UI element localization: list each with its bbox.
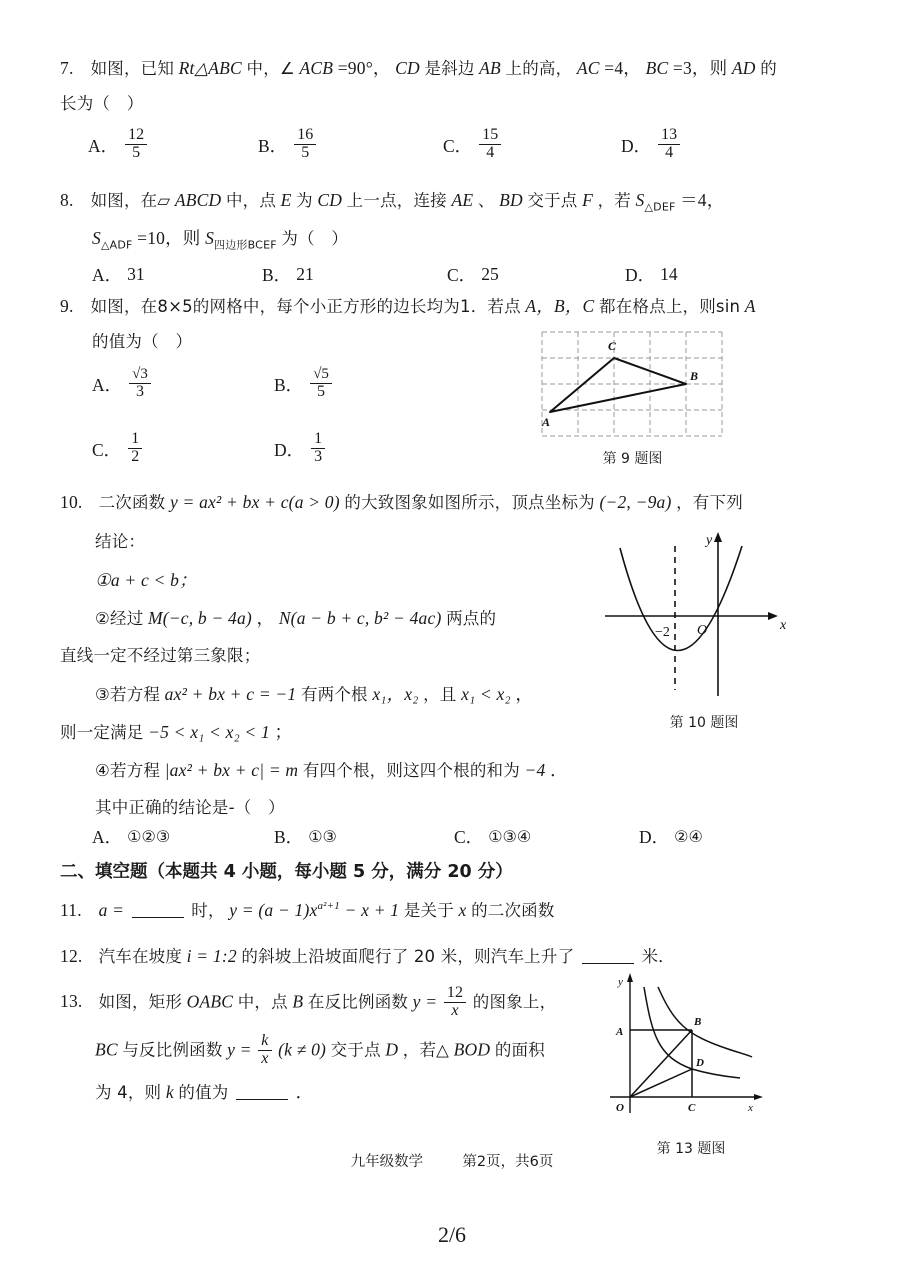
q7-text-o: 的 — [760, 59, 777, 78]
q7-text-e: =90°， — [337, 58, 391, 78]
option-8-d[interactable] — [625, 262, 678, 287]
question-10-conclusion-3 — [95, 684, 533, 706]
q10-concl3-b: 有两个根 — [300, 685, 368, 704]
q9-text-a: 如图，在8×5的网格中，每个小正方形的边长均为1．若点 — [90, 297, 521, 316]
question-9-figure — [540, 330, 725, 468]
question-9-options-row-1 — [92, 368, 334, 402]
q11-tail: 是关于 — [403, 901, 454, 920]
q10-concl2-b: 两点的 — [446, 609, 497, 628]
q10-concl2-comma: ， — [256, 608, 275, 628]
q13-answer-blank[interactable] — [236, 1085, 288, 1100]
option-7-a-value: $\frac{12}{5}$ — [125, 127, 147, 162]
question-10-conclusion-1 — [95, 570, 197, 592]
question-13-figure — [600, 965, 800, 1158]
q10-concl4-a: ④若方程 — [95, 761, 161, 780]
q11-mid: 时， — [191, 901, 225, 920]
q11-var: x — [458, 900, 467, 920]
option-9-a-value: $\frac{√3}{3}$ — [129, 367, 151, 401]
q7-text-b: Rt△ABC — [178, 58, 242, 78]
q7-text-n: AD — [731, 58, 756, 78]
q13-text-g: ，若△ — [402, 1040, 450, 1060]
q13-text-b: 中，点 — [237, 992, 288, 1012]
option-10-c-value: ①③④ — [488, 828, 532, 846]
question-8-line-2 — [92, 228, 348, 252]
page-indicator: 2/6 — [437, 1222, 467, 1247]
q7-text-f: CD — [395, 58, 420, 78]
q11-a-label: a = — [98, 900, 125, 920]
q7-text-i: 上的高， — [505, 59, 573, 78]
q10-vertex: (−2, −9a) — [599, 492, 672, 512]
figure-10-label-x: x — [780, 618, 787, 633]
q13-rect: OABC — [186, 991, 234, 1012]
question-10-figure — [600, 524, 830, 732]
option-10-c-key: C． — [454, 827, 484, 847]
q9-points: A，B，C — [525, 296, 595, 316]
option-8-c-key: C． — [447, 265, 477, 285]
option-9-b-key: B． — [274, 375, 304, 396]
q13-fn2-cond: (k ≠ 0) — [278, 1039, 327, 1060]
q13-fn1-fraction: $\frac{12}{x}$ — [444, 985, 466, 1020]
q8-text-d: E — [280, 190, 292, 210]
q7-text-a: 如图，已知 — [90, 59, 175, 78]
question-9-line-1 — [60, 296, 756, 318]
question-9-options-row-2 — [92, 432, 327, 467]
figure-10-label-y: y — [706, 533, 713, 548]
question-7-line-2: 长为（ ） — [60, 94, 144, 113]
option-7-b-value: $\frac{16}{5}$ — [294, 127, 316, 162]
q13-fn2-lhs: y = — [227, 1039, 252, 1060]
q8-symbol-s1: S — [635, 190, 645, 210]
grid-triangle-diagram — [540, 330, 725, 440]
q8-text-m: ，若 — [597, 191, 631, 210]
q7-text-c: 中，∠ — [246, 59, 295, 78]
question-8-line-1 — [60, 190, 724, 214]
q13-fn2-fraction: $\frac{k}{x}$ — [258, 1033, 271, 1068]
q12-mid: 的斜坡上沿坡面爬行了 20 米，则汽车上升了 — [241, 947, 575, 966]
question-10-prompt: 其中正确的结论是-（ ） — [95, 798, 285, 817]
q8-text-f: CD — [317, 190, 343, 210]
q10-concl2-point-m: M(−c, b − 4a) — [147, 608, 252, 628]
question-9-number: 9. — [60, 296, 74, 316]
q10-formula: y = ax² + bx + c(a > 0) — [169, 492, 340, 512]
q8-subscript-3: 四边形BCEF — [214, 238, 277, 252]
q10-concl2-point-n: N(a − b + c, b² − 4ac) — [278, 608, 442, 628]
q9-var: A — [744, 296, 756, 316]
figure-9-caption: 第 9 题图 — [602, 451, 663, 467]
q9-text-b: 都在格点上，则sin — [599, 297, 741, 316]
q13-triangle: BOD — [453, 1039, 491, 1060]
parabola-diagram — [600, 524, 830, 704]
q10-concl3-roots: x₁，x₂ — [372, 684, 419, 704]
q11-exponent: a²+1 — [317, 900, 341, 913]
figure-10-caption: 第 10 题图 — [669, 715, 739, 731]
page-footer — [0, 1150, 904, 1171]
q10-concl1-text: ①a + c < b； — [95, 570, 197, 590]
option-10-c[interactable] — [454, 824, 639, 849]
q10-text-a: 二次函数 — [98, 493, 166, 512]
hyperbola-rectangle-diagram — [600, 965, 800, 1130]
option-8-d-value: 14 — [660, 264, 678, 284]
q13-text-k: ． — [295, 1082, 314, 1102]
figure-13-label-y: y — [618, 976, 623, 988]
option-7-c-key: C． — [443, 135, 473, 156]
figure-10-label-vertex-x: −2 — [655, 625, 670, 640]
figure-13-label-b: B — [694, 1016, 702, 1028]
option-10-d-key: D． — [639, 827, 670, 847]
q8-text-e: 为 — [296, 191, 313, 210]
q11-formula: y = (a − 1)x — [229, 900, 318, 920]
q13-text-e: 与反比例函数 — [122, 1040, 223, 1060]
q10-concl3-compare: x₁ < x₂ — [461, 684, 511, 704]
question-13-line-2 — [95, 1034, 545, 1069]
option-9-b-value: $\frac{√5}{5}$ — [310, 367, 332, 401]
q8-text-b: ABCD — [174, 190, 222, 210]
q12-answer-blank[interactable] — [582, 949, 634, 964]
q8-text-i: 、 — [477, 191, 495, 210]
option-9-d[interactable] — [274, 432, 327, 467]
question-9-line-2: 的值为（ ） — [92, 332, 193, 351]
q13-text-j: 的值为 — [178, 1083, 229, 1102]
figure-9-label-a: A — [542, 415, 551, 429]
option-8-a[interactable] — [92, 262, 262, 287]
q8-subscript-2: △ADF — [100, 238, 133, 252]
question-13-line-3 — [95, 1082, 313, 1104]
q10-concl3-equation: ax² + bx + c = −1 — [164, 684, 297, 704]
option-9-c-value: $\frac{1}{2}$ — [128, 431, 142, 466]
option-10-a-value: ①②③ — [127, 828, 171, 846]
option-8-b-value: 21 — [296, 264, 314, 284]
q8-text-a: 如图，在▱ — [90, 191, 171, 210]
figure-13-label-origin: O — [616, 1102, 624, 1114]
q10-concl3-c: ，且 — [423, 685, 457, 704]
q8-text-n: ＝4， — [680, 190, 725, 210]
option-8-b-key: B． — [262, 265, 292, 285]
q13-text-d: 的图象上， — [472, 992, 557, 1012]
option-10-b-key: B． — [274, 827, 304, 847]
question-13-line-1 — [60, 986, 556, 1021]
question-11 — [60, 900, 555, 922]
option-10-d[interactable] — [639, 824, 703, 849]
question-12 — [60, 946, 675, 968]
q11-formula-tail: − x + 1 — [344, 900, 400, 920]
question-10-conclusion-4 — [95, 760, 568, 782]
option-7-d-value: $\frac{13}{4}$ — [658, 127, 680, 162]
option-9-c-key: C． — [92, 439, 122, 460]
option-10-a[interactable] — [92, 824, 274, 849]
option-8-b[interactable] — [262, 262, 447, 287]
option-7-a[interactable] — [88, 128, 258, 163]
question-12-number: 12. — [60, 946, 83, 966]
q12-unit: 米． — [641, 947, 675, 966]
option-7-b-key: B． — [258, 135, 288, 156]
option-10-b[interactable] — [274, 824, 454, 849]
question-10-options — [92, 824, 812, 849]
q7-text-g: 是斜边 — [424, 59, 475, 78]
q7-text-l: BC — [645, 58, 669, 78]
figure-9-label-c: C — [608, 339, 617, 353]
q13-point-d: D — [385, 1039, 399, 1060]
question-10-line-1 — [60, 492, 743, 514]
question-8-options — [92, 262, 792, 287]
q8-text-p: 为（ ） — [281, 229, 349, 248]
option-10-a-key: A． — [92, 827, 123, 847]
q7-text-m: =3，则 — [672, 58, 728, 78]
q10-concl4-c: ． — [550, 760, 568, 780]
q8-symbol-s2: S — [92, 228, 101, 248]
q10-text-c: ，有下列 — [676, 493, 743, 512]
footer-page-of: 第2页，共6页 — [462, 1154, 554, 1170]
question-7-number: 7. — [60, 58, 74, 78]
question-7-line-1 — [60, 58, 777, 80]
option-9-a-key: A． — [92, 375, 123, 396]
q12-slope: i = 1:2 — [186, 946, 237, 966]
option-7-b[interactable] — [258, 128, 443, 163]
q7-text-k: =4， — [604, 58, 641, 78]
question-10-conclusion-3-cont — [60, 722, 292, 744]
option-7-d-key: D． — [621, 135, 652, 156]
footer-subject: 九年级数学 — [350, 1154, 424, 1170]
q13-text-h: 的面积 — [494, 1040, 545, 1060]
q8-text-h: AE — [451, 190, 474, 210]
option-10-b-value: ①③ — [308, 828, 337, 846]
q13-point-b: B — [292, 991, 304, 1012]
option-7-d[interactable] — [621, 128, 682, 163]
option-7-a-key: A． — [88, 135, 119, 156]
option-9-d-key: D． — [274, 439, 305, 460]
figure-10-label-origin: O — [697, 623, 708, 638]
option-8-a-value: 31 — [127, 264, 145, 284]
q13-bc: BC — [95, 1039, 118, 1060]
q10-concl4-equation: |ax² + bx + c| = m — [164, 760, 299, 780]
q13-text-f: 交于点 — [330, 1040, 381, 1060]
question-13-number: 13. — [60, 991, 83, 1012]
q8-text-k: 交于点 — [527, 191, 578, 210]
figure-13-label-c: C — [688, 1102, 696, 1114]
question-10-number: 10. — [60, 492, 83, 512]
figure-9-label-b: B — [690, 369, 699, 383]
question-10-conclusion-2-cont: 直线一定不经过第三象限； — [60, 646, 261, 665]
option-8-d-key: D． — [625, 265, 656, 285]
option-9-d-value: $\frac{1}{3}$ — [311, 431, 325, 466]
q8-text-g: 上一点，连接 — [346, 191, 447, 210]
option-10-d-value: ②④ — [674, 828, 703, 846]
q10-concl3-a: ③若方程 — [95, 685, 161, 704]
q13-text-c: 在反比例函数 — [307, 992, 409, 1012]
option-8-a-key: A． — [92, 265, 123, 285]
q10-concl3-f: ； — [274, 722, 293, 742]
q8-subscript-1: △DEF — [644, 200, 676, 214]
question-10-conclusion-2 — [95, 608, 496, 630]
option-9-a[interactable] — [92, 368, 274, 402]
option-9-c[interactable] — [92, 432, 274, 467]
q11-answer-blank[interactable] — [132, 903, 184, 918]
option-7-c-value: $\frac{15}{4}$ — [479, 127, 501, 162]
option-7-c[interactable] — [443, 128, 621, 163]
q10-concl3-d: ， — [515, 684, 534, 704]
q11-tail-2: 的二次函数 — [471, 901, 555, 920]
section-2-heading: 二、填空题（本题共 4 小题，每小题 5 分，满分 20 分） — [60, 862, 513, 882]
figure-13-label-d: D — [696, 1057, 704, 1069]
figure-13-label-a: A — [616, 1026, 624, 1038]
q7-text-d: ACB — [299, 58, 334, 78]
q10-concl2-a: ②经过 — [95, 609, 144, 628]
q8-text-j: BD — [499, 190, 523, 210]
q10-concl4-sum: −4 — [524, 760, 546, 780]
q8-text-c: 中，点 — [225, 191, 277, 210]
q13-fn1-lhs: y = — [412, 991, 438, 1012]
option-9-b[interactable] — [274, 368, 334, 402]
q10-concl4-b: 有四个根，则这四个根的和为 — [302, 761, 520, 780]
option-8-c[interactable] — [447, 262, 625, 287]
option-8-c-value: 25 — [481, 264, 499, 284]
question-7-options — [88, 128, 788, 163]
q8-symbol-s3: S — [205, 228, 215, 248]
q13-k: k — [165, 1082, 174, 1102]
figure-13-caption: 第 13 题图 — [656, 1141, 726, 1157]
q10-text-b: 的大致图象如图所示，顶点坐标为 — [344, 493, 595, 512]
question-8-number: 8. — [60, 190, 74, 210]
q13-text-a: 如图，矩形 — [98, 992, 183, 1012]
q10-concl3-e: 则一定满足 — [60, 723, 144, 742]
question-10-line-2: 结论： — [95, 532, 146, 551]
q12-pre: 汽车在坡度 — [98, 947, 183, 966]
question-11-number: 11. — [60, 900, 82, 920]
figure-13-label-x: x — [748, 1102, 753, 1114]
q8-text-l: F — [582, 190, 593, 210]
q10-concl3-range: −5 < x₁ < x₂ < 1 — [148, 722, 270, 742]
q7-text-h: AB — [479, 58, 501, 78]
q8-text-o: =10，则 — [137, 228, 201, 248]
q13-text-i: 为 4，则 — [95, 1083, 162, 1102]
q7-text-j: AC — [576, 58, 600, 78]
